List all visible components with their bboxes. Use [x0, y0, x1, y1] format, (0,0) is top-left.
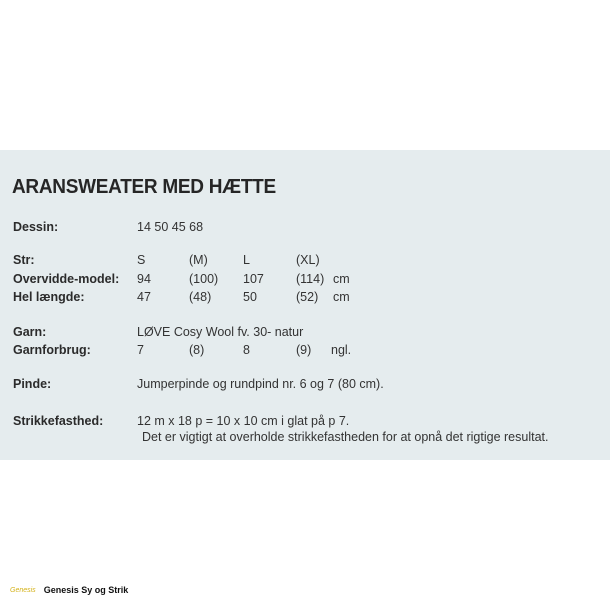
gauge-line2: Det er vigtigt at overholde strikkefastheden for at opnå det rigtige resultat. — [142, 430, 549, 444]
needles-label: Pinde: — [13, 377, 52, 391]
yarn-usage-xl: (9) — [296, 343, 312, 357]
dessin-value: 14 50 45 68 — [137, 220, 204, 234]
needles-value: Jumperpinde og rundpind nr. 6 og 7 (80 cm). — [137, 377, 384, 391]
chest-unit: cm — [333, 272, 350, 286]
yarn-usage-l: 8 — [243, 343, 250, 357]
length-label: Hel længde: — [13, 290, 85, 304]
length-m: (48) — [189, 290, 212, 304]
yarn-usage-label: Garnforbrug: — [13, 343, 91, 357]
chest-xl: (114) — [296, 272, 325, 286]
pattern-title: ARANSWEATER MED HÆTTE — [12, 176, 276, 198]
gauge-line1: 12 m x 18 p = 10 x 10 cm i glat på p 7. — [137, 414, 350, 428]
size-l: L — [243, 253, 250, 267]
yarn-usage-s: 7 — [137, 343, 144, 357]
chest-label: Overvidde-model: — [13, 272, 120, 286]
size-s: S — [137, 253, 146, 267]
chest-s: 94 — [137, 272, 151, 286]
genesis-logo: Genesis — [10, 586, 36, 594]
chest-l: 107 — [243, 272, 264, 286]
size-m: (M) — [189, 253, 208, 267]
dessin-label: Dessin: — [13, 220, 59, 234]
chest-m: (100) — [189, 272, 219, 286]
length-unit: cm — [333, 290, 350, 304]
size-xl: (XL) — [296, 253, 320, 267]
brand-name: Genesis Sy og Strik — [43, 585, 129, 595]
length-l: 50 — [243, 290, 257, 304]
length-xl: (52) — [296, 290, 319, 304]
yarn-label: Garn: — [13, 325, 47, 339]
gauge-label: Strikkefasthed: — [13, 414, 104, 428]
yarn-usage-unit: ngl. — [331, 343, 352, 357]
size-label: Str: — [13, 253, 35, 267]
yarn-usage-m: (8) — [189, 343, 205, 357]
yarn-value: LØVE Cosy Wool fv. 30- natur — [137, 325, 304, 339]
length-s: 47 — [137, 290, 151, 304]
pattern-info-card — [0, 150, 610, 460]
footer — [10, 585, 128, 595]
